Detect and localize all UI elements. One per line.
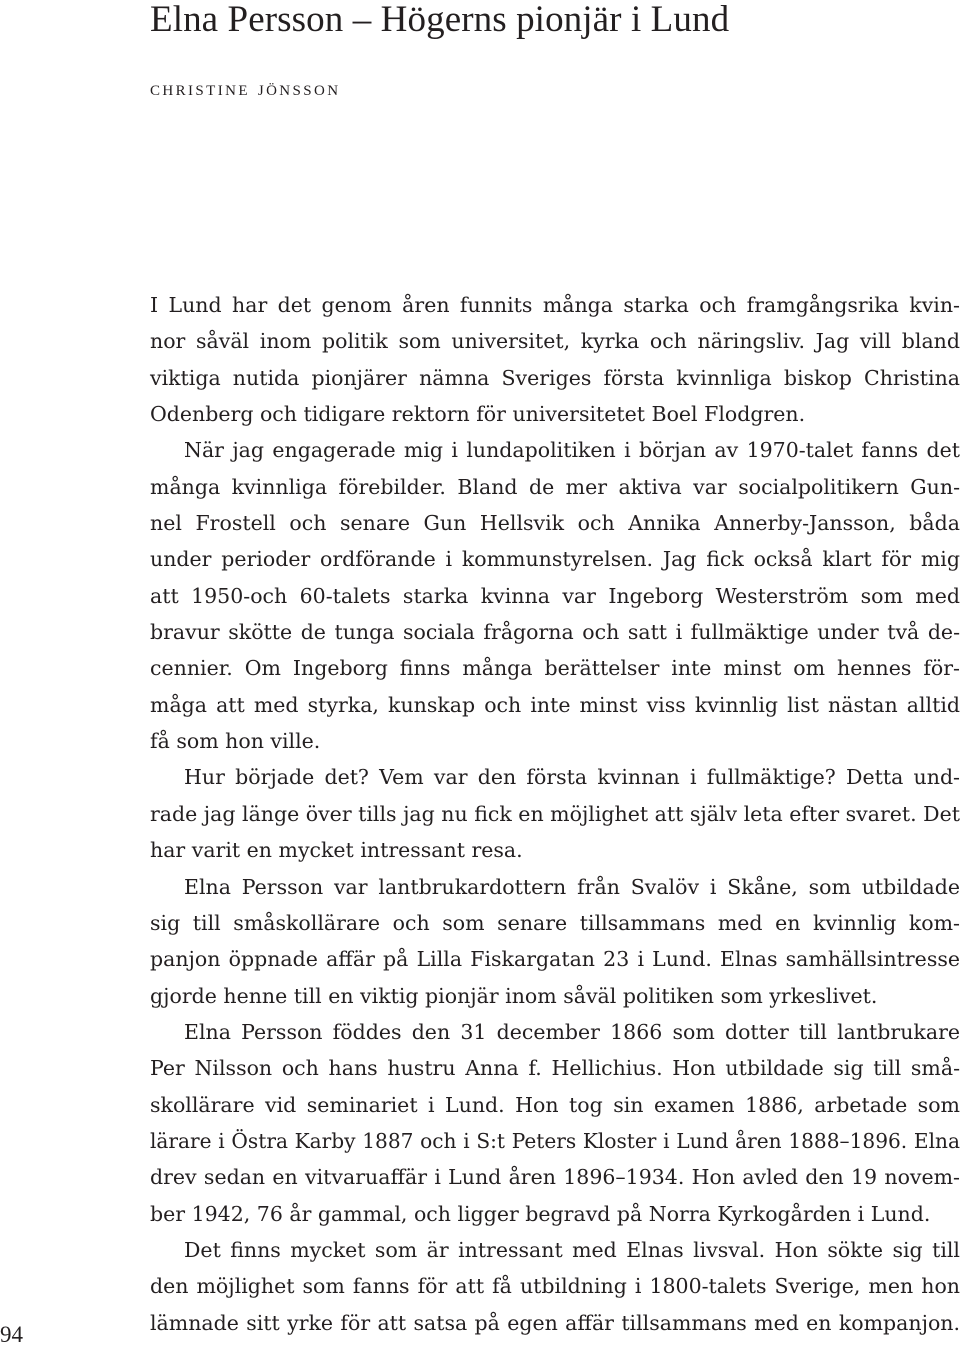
author-name: christine jönsson <box>150 75 341 100</box>
text-line: drev sedan en vitvaruaffär i Lund åren 1896–1934. Hon avled den 19 novem- <box>150 1165 960 1190</box>
text-line: få som hon ville. <box>150 729 321 754</box>
text-line: Hur började det? Vem var den första kvinnan i fullmäktige? Detta und- <box>184 765 960 790</box>
text-line: ber 1942, 76 år gammal, och ligger begravd på Norra Kyrkogården i Lund. <box>150 1201 931 1226</box>
text-line: Elna Persson var lantbrukardottern från Svalöv i Skåne, som utbildade <box>184 874 960 899</box>
text-line: Elna Persson föddes den 31 december 1866 som dotter till lantbrukare <box>184 1019 960 1044</box>
text-line: lämnade sitt yrke för att satsa på egen affär tillsammans med en kompanjon. <box>150 1310 960 1335</box>
text-line: den möjlighet som fanns för att få utbildning i 1800-talets Sverige, men hon <box>150 1274 960 1299</box>
text-line: skollärare vid seminariet i Lund. Hon tog sin examen 1886, arbetade som <box>150 1092 960 1117</box>
text-line: viktiga nutida pionjärer nämna Sveriges första kvinnliga biskop Christina <box>150 365 960 390</box>
text-line: Det finns mycket som är intressant med Elnas livsval. Hon sökte sig till <box>184 1237 960 1262</box>
text-line: lärare i Östra Karby 1887 och i S:t Peters Kloster i Lund åren 1888–1896. Elna <box>150 1128 960 1153</box>
text-line: Odenberg och tidigare rektorn för universitetet Boel Flodgren. <box>150 402 806 427</box>
text-line: I Lund har det genom åren funnits många starka och framgångsrika kvin- <box>150 293 960 317</box>
text-line: nel Frostell och senare Gun Hellsvik och Annika Annerby-Jansson, båda <box>150 511 960 536</box>
text-line: att 1950-och 60-talets starka kvinna var Ingeborg Westerström som med <box>150 583 960 608</box>
text-line: När jag engagerade mig i lundapolitiken i början av 1970-talet fanns det <box>184 438 960 463</box>
body-text <box>150 287 960 1341</box>
text-line: Per Nilsson och hans hustru Anna f. Hellichius. Hon utbildade sig till små- <box>150 1056 960 1081</box>
text-line: sig till småskollärare och som senare tillsammans med en kvinnlig kom- <box>150 910 960 935</box>
page-number: 94 <box>0 1322 23 1347</box>
text-line: panjon öppnade affär på Lilla Fiskargatan 23 i Lund. Elnas samhällsintresse <box>150 947 960 972</box>
chapter-title: Elna Persson – Högerns pionjär i Lund <box>150 0 730 40</box>
text-line: under perioder ordförande i kommunstyrelsen. Jag fick också klart för mig <box>150 547 960 572</box>
text-line: rade jag länge över tills jag nu fick en möjlighet att själv leta efter svaret. Det <box>150 801 960 826</box>
text-line: måga att med styrka, kunskap och inte minst viss kvinnlig list nästan alltid <box>150 692 960 717</box>
text-line: nor såväl inom politik som universitet, kyrka och näringsliv. Jag vill bland <box>150 329 960 354</box>
text-line: många kvinnliga förebilder. Bland de mer aktiva var socialpolitikern Gun- <box>150 474 960 499</box>
text-line: har varit en mycket intressant resa. <box>150 838 523 863</box>
text-line: cennier. Om Ingeborg finns många berättelser inte minst om hennes för- <box>150 656 960 681</box>
text-line: bravur skötte de tunga sociala frågorna och satt i fullmäktige under två de- <box>150 620 960 645</box>
text-line: gjorde henne till en viktig pionjär inom såväl politiken som yrkeslivet. <box>150 983 878 1008</box>
